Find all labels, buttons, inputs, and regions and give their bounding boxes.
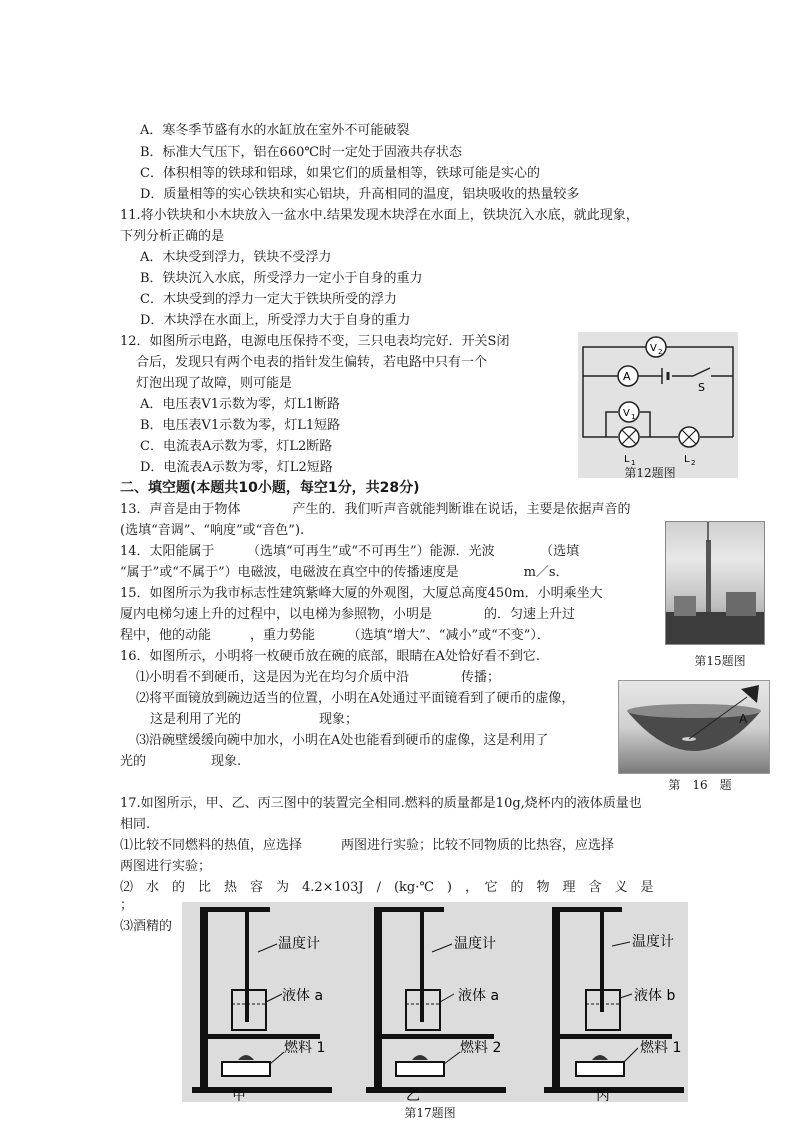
- q11-stem-line-2: 下列分析正确的是: [120, 229, 225, 244]
- q16-line-2: ⑴小明看不到硬币，这是因为光在均匀介质中沿 传播；: [136, 670, 501, 685]
- q16-line-4: 这是利用了光的 现象；: [150, 712, 359, 727]
- eye-position-label: A: [739, 712, 748, 726]
- q12-option-b: B．电压表V1示数为零，灯L1短路: [140, 418, 341, 433]
- apparatus-1: [192, 907, 332, 1102]
- thermometer-label-3: 温度计: [632, 934, 674, 950]
- figure-17-caption: 第17题图: [404, 1106, 456, 1120]
- l2-subscript: 2: [691, 459, 696, 467]
- q12-option-a: A．电压表V1示数为零，灯L1断路: [140, 397, 340, 412]
- circuit-diagram: [578, 332, 738, 478]
- q11-stem-line-1: 11.将小铁块和小木块放入一盆水中.结果发现木块浮在水面上，铁块沉入水底，就此现象，: [120, 208, 639, 223]
- l1-subscript: 1: [631, 459, 636, 467]
- apparatus-3: [544, 907, 684, 1102]
- q11-option-b: B．铁块沉入水底，所受浮力一定小于自身的重力: [140, 271, 423, 286]
- q15-line-2: 厦内电梯匀速上升的过程中，以电梯为参照物，小明是 的．匀速上升过: [120, 607, 576, 622]
- v1-label: V: [623, 408, 630, 419]
- q11-option-a: A．木块受到浮力，铁块不受浮力: [140, 250, 332, 265]
- figure-15-caption: 第15题图: [694, 654, 746, 668]
- q16-line-5: ⑶沿碗壁缓缓向碗中加水，小明在A处也能看到硬币的虚像，这是利用了: [136, 733, 549, 748]
- figure-16-caption: 第 16 题: [668, 778, 732, 792]
- q12-stem-line-1: 12．如图所示电路，电源电压保持不变，三只电表均完好．开关S闭: [120, 334, 510, 349]
- v2-label: V: [650, 343, 657, 354]
- figure-12-caption: 第12题图: [624, 466, 676, 480]
- apparatus-label-2: 乙: [406, 1088, 420, 1102]
- q12-option-d: D．电流表A示数为零，灯L2短路: [140, 460, 333, 475]
- section-2-title: 二、填空题(本题共10小题，每空1分，共28分): [120, 480, 420, 496]
- liquid-label-1: 液体 a: [282, 988, 324, 1004]
- q15-line-1: 15．如图所示为我市标志性建筑紫峰大厦的外观图，大厦总高度450m．小明乘坐大: [120, 586, 603, 601]
- q17-line-3: ⑴比较不同燃料的热值，应选择 两图进行实验；比较不同物质的比热容，应选择: [120, 838, 615, 853]
- apparatus-label-1: 甲: [232, 1088, 246, 1102]
- experiment-apparatus: [182, 902, 688, 1102]
- q15-line-3: 程中，他的动能 ，重力势能 （选填“增大”、“减小”或“不变”）．: [120, 628, 550, 643]
- fuel-label-2: 燃料 2: [460, 1040, 502, 1056]
- apparatus-2: [366, 907, 506, 1102]
- q16-line-3: ⑵将平面镜放到碗边适当的位置，小明在A处通过平面镜看到了硬币的虚像，: [136, 691, 575, 706]
- q17-line-1: 17.如图所示，甲、乙、丙三图中的装置完全相同.燃料的质量都是10g,烧杯内的液体质量也: [120, 796, 642, 811]
- q10-option-a: A．寒冬季节盛有水的水缸放在室外不可能破裂: [140, 123, 410, 138]
- q17-line-6: ；: [120, 898, 134, 913]
- q12-stem-line-3: 灯泡出现了故障，则可能是: [136, 376, 293, 391]
- fuel-label-3: 燃料 1: [640, 1040, 682, 1056]
- q11-option-d: D．木块浮在水面上，所受浮力大于自身的重力: [140, 313, 411, 328]
- building-photo: [665, 521, 765, 645]
- q11-option-c: C．木块受到的浮力一定大于铁块所受的浮力: [140, 292, 397, 307]
- q10-option-c: C．体积相等的铁球和铝球，如果它们的质量相等，铁球可能是实心的: [140, 166, 540, 181]
- q16-line-1: 16．如图所示，小明将一枚硬币放在碗的底部，眼睛在A处恰好看不到它.: [120, 649, 541, 664]
- q13-line-1: 13．声音是由于物体 产生的．我们听声音就能判断谁在说话，主要是依据声音的: [120, 502, 631, 517]
- q16-line-6: 光的 现象.: [120, 754, 242, 769]
- v1-subscript: 1: [631, 413, 636, 421]
- thermometer-label-2: 温度计: [454, 936, 496, 952]
- v2-subscript: 2: [658, 348, 663, 356]
- liquid-label-3: 液体 b: [634, 988, 676, 1004]
- liquid-label-2: 液体 a: [458, 988, 500, 1004]
- l2-label: L: [684, 454, 690, 465]
- q13-line-2: (选填“音调”、“响度”或“音色”).: [120, 523, 305, 538]
- l1-label: L: [624, 454, 630, 465]
- q12-option-c: C．电流表A示数为零，灯L2断路: [140, 439, 333, 454]
- apparatus-label-3: 丙: [596, 1088, 610, 1102]
- bowl-photo: [618, 680, 770, 774]
- q17-line-2: 相同.: [120, 817, 151, 832]
- q17-line-7: ⑶酒精的: [120, 919, 173, 934]
- q14-line-2: “属于”或“不属于”）电磁波，电磁波在真空中的传播速度是 m／s．: [120, 565, 569, 580]
- fuel-label-1: 燃料 1: [284, 1040, 326, 1056]
- q17-line-4: 两图进行实验；: [120, 859, 212, 874]
- thermometer-label-1: 温度计: [278, 936, 320, 952]
- ammeter-label: A: [623, 370, 631, 383]
- q10-option-b: B．标准大气压下，铝在660℃时一定处于固液共存状态: [140, 145, 462, 160]
- q12-stem-line-2: 合后，发现只有两个电表的指针发生偏转，若电路中只有一个: [136, 355, 488, 370]
- q10-option-d: D．质量相等的实心铁块和实心铝块，升高相同的温度，铝块吸收的热量较多: [140, 187, 580, 202]
- q14-line-1: 14．太阳能属于 （选填“可再生”或“不可再生”）能源．光波 （选填: [120, 544, 580, 559]
- q17-line-5: ⑵ 水 的 比 热 容 为 4.2×103J / (kg·℃ ) ， 它 的 物 理 含 义 是: [120, 880, 654, 895]
- switch-label: S: [698, 381, 705, 394]
